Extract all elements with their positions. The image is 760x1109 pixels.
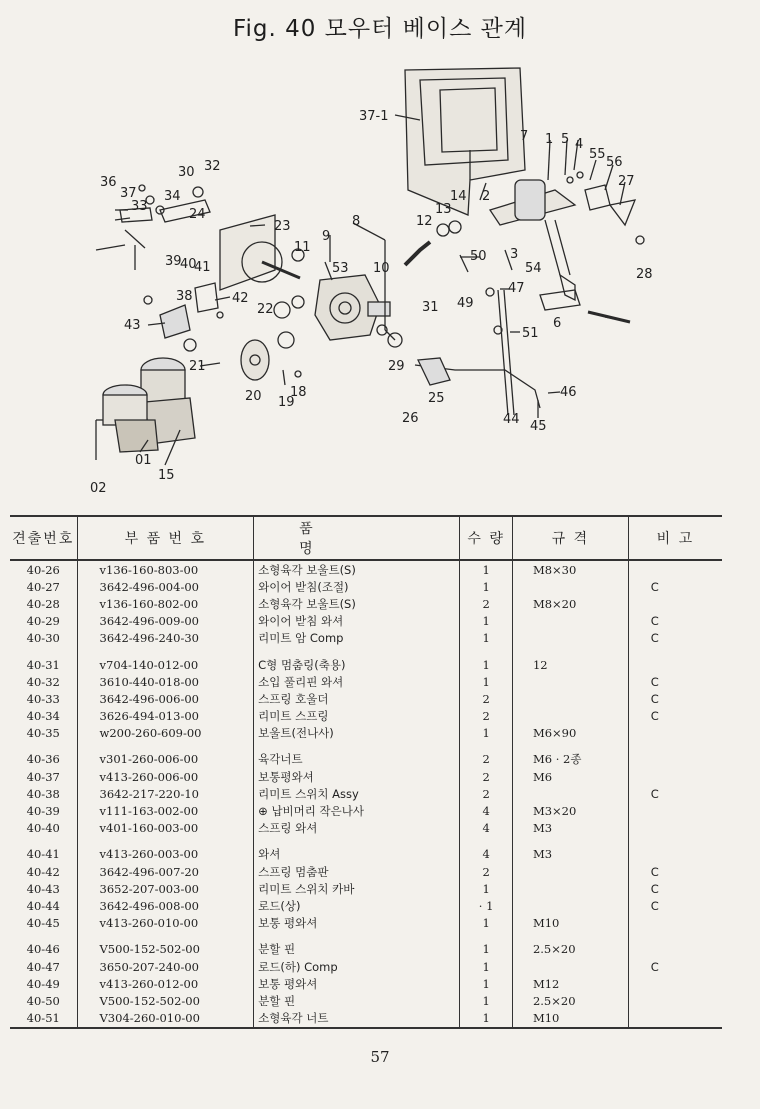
table-row	[10, 690, 722, 707]
row-name: 와이어 받침 와셔	[254, 613, 460, 630]
row-qty: 2	[460, 863, 513, 880]
callout: 22	[257, 302, 274, 317]
row-part-no: 3626-494-013-00	[77, 708, 254, 725]
table-row	[10, 820, 722, 837]
table-row	[10, 768, 722, 785]
callout: 45	[530, 419, 547, 434]
callout: 42	[232, 291, 249, 306]
row-code: 40-37	[10, 768, 77, 785]
row-code: 40-45	[10, 915, 77, 932]
row-spec: M3	[512, 837, 628, 863]
row-name: 리미트 스프링	[254, 708, 460, 725]
row-spec	[512, 897, 628, 914]
row-note: C	[650, 579, 659, 594]
row-part-no: v136-160-802-00	[77, 595, 254, 612]
row-qty: 2	[460, 742, 513, 768]
row-name: 스프링 멈춤판	[254, 863, 460, 880]
table-row	[10, 613, 722, 630]
callout: 37	[120, 186, 137, 201]
row-code: 40-46	[10, 932, 77, 958]
row-part-no: 3642-217-220-10	[77, 785, 254, 802]
row-name: 스프링 와셔	[254, 820, 460, 837]
row-qty: 1	[460, 880, 513, 897]
row-code: 40-38	[10, 785, 77, 802]
row-qty: 1	[460, 975, 513, 992]
parts-table	[10, 515, 722, 1029]
callout: 13	[435, 202, 452, 217]
col-spec: 규 격	[512, 516, 628, 560]
callout: 33	[131, 199, 148, 214]
row-name: 분할 핀	[254, 992, 460, 1009]
exploded-parts-diagram	[0, 40, 760, 510]
page-number: 57	[370, 1048, 390, 1066]
row-qty: 1	[460, 560, 513, 578]
row-code: 40-34	[10, 708, 77, 725]
row-spec: M12	[512, 975, 628, 992]
row-name: 보울트(전나사)	[254, 725, 460, 742]
table-row	[10, 880, 722, 897]
row-name: 로드(하) Comp	[254, 958, 460, 975]
row-name: 소형육각 보울트(S)	[254, 560, 460, 578]
row-note	[628, 992, 722, 1009]
callout: 40	[180, 257, 197, 272]
row-part-no: 3642-496-007-20	[77, 863, 254, 880]
row-qty: 1	[460, 630, 513, 647]
row-note	[628, 802, 722, 819]
row-part-no: V500-152-502-00	[77, 932, 254, 958]
row-note: C	[650, 674, 659, 689]
row-qty: 2	[460, 708, 513, 725]
row-code: 40-30	[10, 630, 77, 647]
callout: 19	[278, 395, 295, 410]
table-row	[10, 958, 722, 975]
row-qty: 2	[460, 690, 513, 707]
row-code: 40-49	[10, 975, 77, 992]
col-name	[254, 516, 460, 560]
row-spec: 12	[512, 647, 628, 673]
row-qty: 1	[460, 915, 513, 932]
table-row	[10, 975, 722, 992]
row-spec	[512, 708, 628, 725]
row-part-no: v413-260-006-00	[77, 768, 254, 785]
callout: 32	[204, 159, 221, 174]
callout: 29	[388, 359, 405, 374]
row-spec: M8×30	[512, 560, 628, 578]
row-code: 40-26	[10, 560, 77, 578]
row-note: C	[650, 786, 659, 801]
row-note: C	[650, 691, 659, 706]
row-name: 소형육각 보울트(S)	[254, 595, 460, 612]
row-part-no: 3650-207-240-00	[77, 958, 254, 975]
callout: 28	[636, 267, 653, 282]
callout: 53	[332, 261, 349, 276]
row-code: 40-42	[10, 863, 77, 880]
row-spec: M6 · 2종	[512, 742, 628, 768]
row-qty: 2	[460, 768, 513, 785]
row-qty: 1	[460, 673, 513, 690]
callout: 21	[189, 359, 206, 374]
row-name: 리미트 스위치 카바	[254, 880, 460, 897]
callout: 51	[522, 326, 539, 341]
row-qty: 1	[460, 613, 513, 630]
row-spec	[512, 958, 628, 975]
row-part-no: 3642-496-008-00	[77, 897, 254, 914]
row-note	[628, 820, 722, 837]
row-spec	[512, 863, 628, 880]
row-note	[628, 837, 722, 863]
row-code: 40-33	[10, 690, 77, 707]
row-part-no: 3642-496-006-00	[77, 690, 254, 707]
callout: 27	[618, 174, 635, 189]
row-spec: M6×90	[512, 725, 628, 742]
row-note: C	[650, 864, 659, 879]
callout: 38	[176, 289, 193, 304]
row-part-no: 3642-496-240-30	[77, 630, 254, 647]
table-row	[10, 1010, 722, 1028]
row-spec: M6	[512, 768, 628, 785]
row-qty: 1	[460, 578, 513, 595]
row-spec	[512, 613, 628, 630]
row-qty: 2	[460, 595, 513, 612]
row-spec: M3	[512, 820, 628, 837]
callout: 01	[135, 453, 152, 468]
table-row	[10, 802, 722, 819]
col-code: 견출번호	[10, 516, 77, 560]
row-name: 분할 핀	[254, 932, 460, 958]
row-name: 리미트 암 Comp	[254, 630, 460, 647]
table-row	[10, 647, 722, 673]
row-note	[628, 932, 722, 958]
callout: 56	[606, 155, 623, 170]
row-code: 40-32	[10, 673, 77, 690]
row-part-no: V304-260-010-00	[77, 1010, 254, 1028]
row-note: C	[650, 709, 659, 724]
table-row	[10, 708, 722, 725]
callout: 8	[352, 214, 361, 229]
callout: 6	[553, 316, 562, 331]
table-row	[10, 915, 722, 932]
row-name: 소입 풀리핀 와셔	[254, 673, 460, 690]
page-title: Fig. 40 모우터 베이스 관계	[232, 16, 528, 42]
callout: 46	[560, 385, 577, 400]
row-name: ⊕ 납비머리 작은나사	[254, 802, 460, 819]
callout: 26	[402, 411, 419, 426]
callout: 44	[503, 412, 520, 427]
callout: 10	[373, 261, 390, 276]
row-spec: M8×20	[512, 595, 628, 612]
col-name-first: 품	[299, 521, 315, 537]
row-qty: 1	[460, 958, 513, 975]
table-row	[10, 578, 722, 595]
table-header-row	[10, 516, 722, 560]
callout: 2	[482, 189, 491, 204]
row-part-no: 3642-496-009-00	[77, 613, 254, 630]
row-note	[628, 647, 722, 673]
callout: 37-1	[359, 109, 389, 124]
callout: 39	[165, 254, 182, 269]
table-row	[10, 742, 722, 768]
callout: 9	[322, 229, 331, 244]
row-note	[628, 915, 722, 932]
callout: 49	[457, 296, 474, 311]
row-code: 40-31	[10, 647, 77, 673]
callout: 41	[194, 260, 211, 275]
row-spec	[512, 673, 628, 690]
row-spec	[512, 690, 628, 707]
callout: 02	[90, 481, 107, 496]
callout: 54	[525, 261, 542, 276]
row-note	[628, 742, 722, 768]
row-qty: 1	[460, 992, 513, 1009]
row-code: 40-39	[10, 802, 77, 819]
row-qty: 4	[460, 837, 513, 863]
row-spec	[512, 578, 628, 595]
row-note	[628, 560, 722, 578]
row-qty: 4	[460, 820, 513, 837]
row-note	[628, 595, 722, 612]
table-row	[10, 932, 722, 958]
row-name: 소형육각 너트	[254, 1010, 460, 1028]
row-part-no: v111-163-002-00	[77, 802, 254, 819]
row-code: 40-40	[10, 820, 77, 837]
table-row	[10, 897, 722, 914]
row-spec: 2.5×20	[512, 992, 628, 1009]
table-row	[10, 992, 722, 1009]
callout: 36	[100, 175, 117, 190]
row-qty: 1	[460, 647, 513, 673]
row-code: 40-35	[10, 725, 77, 742]
row-spec: M10	[512, 915, 628, 932]
callout: 47	[508, 281, 525, 296]
row-name: 와이어 받침(조절)	[254, 578, 460, 595]
row-name: 로드(상)	[254, 897, 460, 914]
row-code: 40-41	[10, 837, 77, 863]
row-qty: · 1	[460, 897, 513, 914]
row-spec: M10	[512, 1010, 628, 1028]
callout: 11	[294, 240, 311, 255]
row-note	[628, 725, 722, 742]
row-qty: 2	[460, 785, 513, 802]
table-row	[10, 630, 722, 647]
row-part-no: V500-152-502-00	[77, 992, 254, 1009]
row-name: 육각너트	[254, 742, 460, 768]
row-code: 40-51	[10, 1010, 77, 1028]
row-code: 40-44	[10, 897, 77, 914]
row-qty: 1	[460, 932, 513, 958]
row-note	[628, 768, 722, 785]
table-row	[10, 560, 722, 578]
row-part-no: v413-260-003-00	[77, 837, 254, 863]
col-note: 비 고	[628, 516, 722, 560]
callout: 55	[589, 147, 606, 162]
callout: 1	[545, 132, 554, 147]
row-part-no: v136-160-803-00	[77, 560, 254, 578]
row-note: C	[650, 898, 659, 913]
row-code: 40-43	[10, 880, 77, 897]
row-part-no: 3642-496-004-00	[77, 578, 254, 595]
row-part-no: w200-260-609-00	[77, 725, 254, 742]
row-note: C	[650, 959, 659, 974]
row-part-no: 3652-207-003-00	[77, 880, 254, 897]
callout: 25	[428, 391, 445, 406]
callout: 34	[164, 189, 181, 204]
table-row	[10, 837, 722, 863]
row-part-no: v401-160-003-00	[77, 820, 254, 837]
callout: 5	[561, 132, 570, 147]
callout: 31	[422, 300, 439, 315]
callout: 7	[520, 129, 529, 144]
row-name: 보통평와셔	[254, 768, 460, 785]
table-row	[10, 863, 722, 880]
row-code: 40-27	[10, 578, 77, 595]
row-name: 와셔	[254, 837, 460, 863]
row-name: 보통 평와셔	[254, 915, 460, 932]
row-qty: 1	[460, 725, 513, 742]
row-code: 40-36	[10, 742, 77, 768]
row-name: 리미트 스위치 Assy	[254, 785, 460, 802]
row-note: C	[650, 631, 659, 646]
row-name: 보통 평와셔	[254, 975, 460, 992]
col-name-last: 명	[299, 541, 315, 557]
row-qty: 4	[460, 802, 513, 819]
row-part-no: v301-260-006-00	[77, 742, 254, 768]
callout: 30	[178, 165, 195, 180]
row-part-no: 3610-440-018-00	[77, 673, 254, 690]
callout: 50	[470, 249, 487, 264]
row-qty: 1	[460, 1010, 513, 1028]
table-row	[10, 673, 722, 690]
row-note	[628, 1010, 722, 1028]
row-name: C형 멈춤링(축용)	[254, 647, 460, 673]
row-spec	[512, 630, 628, 647]
table-row	[10, 725, 722, 742]
callout: 24	[189, 207, 206, 222]
row-note: C	[650, 881, 659, 896]
row-note: C	[650, 614, 659, 629]
row-spec: M3×20	[512, 802, 628, 819]
callout: 12	[416, 214, 433, 229]
callout: 18	[290, 385, 307, 400]
row-spec: 2.5×20	[512, 932, 628, 958]
row-spec	[512, 785, 628, 802]
callout: 23	[274, 219, 291, 234]
row-note	[628, 975, 722, 992]
callout: 3	[510, 247, 519, 262]
row-name: 스프링 호울더	[254, 690, 460, 707]
callout: 20	[245, 389, 262, 404]
callout: 14	[450, 189, 467, 204]
row-code: 40-47	[10, 958, 77, 975]
callout: 43	[124, 318, 141, 333]
row-spec	[512, 880, 628, 897]
row-part-no: v704-140-012-00	[77, 647, 254, 673]
row-part-no: v413-260-012-00	[77, 975, 254, 992]
callout: 4	[575, 137, 584, 152]
row-part-no: v413-260-010-00	[77, 915, 254, 932]
col-part-no: 부 품 번 호	[77, 516, 254, 560]
table-row	[10, 595, 722, 612]
row-code: 40-29	[10, 613, 77, 630]
row-code: 40-50	[10, 992, 77, 1009]
callout: 15	[158, 468, 175, 483]
table-row	[10, 785, 722, 802]
col-qty: 수 량	[460, 516, 513, 560]
row-code: 40-28	[10, 595, 77, 612]
